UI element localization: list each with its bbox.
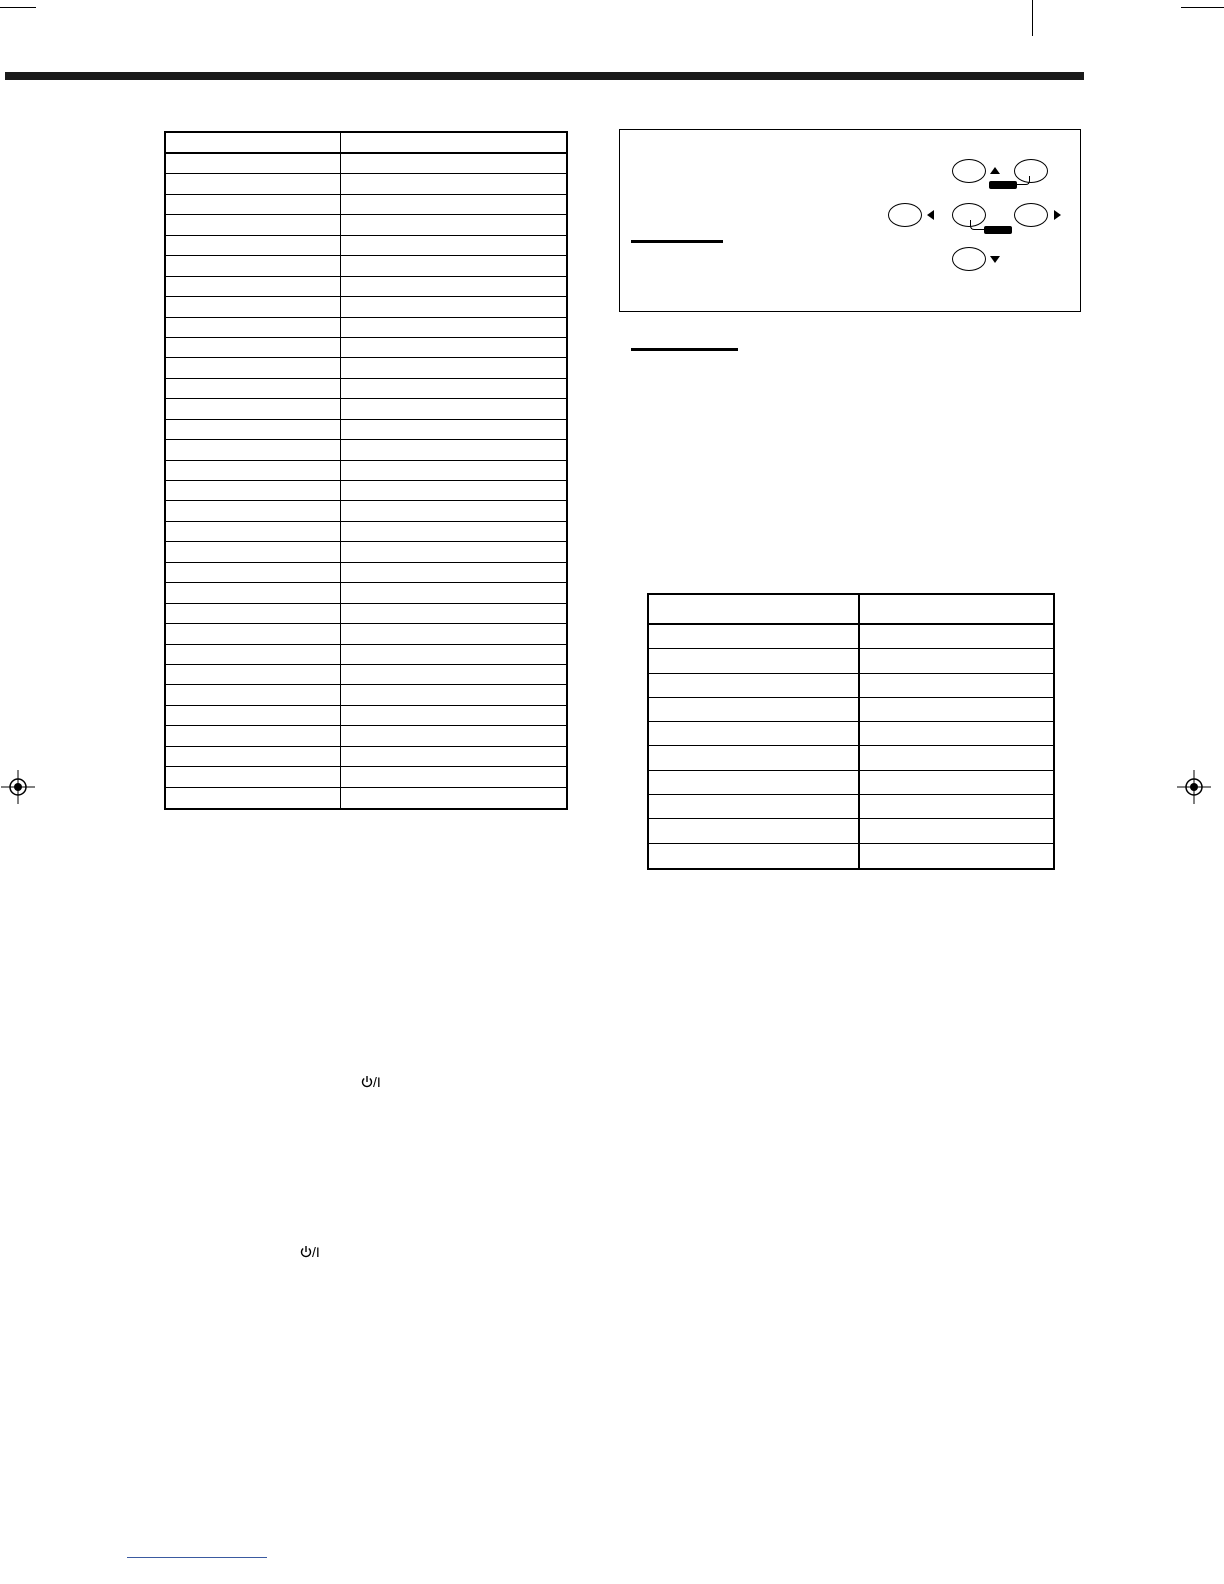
table-row — [649, 795, 1053, 819]
table-row — [166, 522, 566, 542]
table-cell — [341, 297, 566, 316]
arrow-down-icon — [990, 256, 1000, 263]
registration-mark-left-icon — [1, 770, 35, 804]
table-cell — [649, 674, 860, 697]
table-cell — [341, 338, 566, 357]
table-cell — [166, 583, 341, 602]
table-cell — [341, 236, 566, 255]
table-cell — [166, 297, 341, 316]
table-cell — [341, 461, 566, 480]
table-row — [166, 215, 566, 235]
table-cell — [166, 440, 341, 459]
table-cell — [341, 481, 566, 500]
table-cell — [649, 649, 860, 672]
table-cell — [166, 318, 341, 337]
table-cell — [166, 133, 341, 152]
power-symbol-label: /I — [373, 1074, 381, 1090]
table-row — [649, 649, 1053, 673]
table-cell — [341, 501, 566, 520]
table-cell — [166, 563, 341, 582]
table-row — [166, 174, 566, 194]
table-cell — [649, 698, 860, 721]
table-cell — [341, 645, 566, 664]
table-row — [166, 236, 566, 256]
table-cell — [166, 256, 341, 275]
table-row — [166, 318, 566, 338]
table-row — [166, 542, 566, 562]
section-heading-rule — [631, 348, 738, 351]
table-cell — [860, 625, 1053, 648]
table-cell — [860, 698, 1053, 721]
table-cell — [341, 358, 566, 377]
remote-button-left — [888, 203, 922, 227]
table-cell — [860, 795, 1053, 818]
right-table — [647, 593, 1055, 870]
table-row — [649, 771, 1053, 795]
table-cell — [341, 154, 566, 173]
table-cell — [341, 604, 566, 623]
table-cell — [341, 399, 566, 418]
table-cell — [166, 358, 341, 377]
remote-button-panel — [619, 129, 1081, 312]
table-cell — [166, 604, 341, 623]
table-row — [166, 665, 566, 685]
table-row — [166, 195, 566, 215]
table-row — [649, 844, 1053, 868]
crop-mark-top-right-h — [1181, 7, 1224, 8]
table-cell — [166, 788, 341, 808]
table-cell — [341, 583, 566, 602]
arrow-left-icon — [927, 210, 934, 220]
table-row — [166, 726, 566, 746]
table-cell — [166, 461, 341, 480]
table-cell — [860, 649, 1053, 672]
table-row — [166, 154, 566, 174]
table-cell — [166, 236, 341, 255]
table-cell — [166, 215, 341, 234]
table-row — [166, 788, 566, 808]
table-row — [166, 501, 566, 521]
table-cell — [166, 277, 341, 296]
table-cell — [166, 645, 341, 664]
table-cell — [166, 481, 341, 500]
table-cell — [341, 174, 566, 193]
table-cell — [341, 747, 566, 766]
table-cell — [341, 195, 566, 214]
table-row — [166, 277, 566, 297]
table-cell — [341, 726, 566, 745]
table-cell — [341, 256, 566, 275]
table-row — [649, 746, 1053, 770]
table-cell — [860, 674, 1053, 697]
table-cell — [166, 379, 341, 398]
table-cell — [860, 746, 1053, 769]
table-cell — [166, 726, 341, 745]
table-row — [166, 461, 566, 481]
table-cell — [860, 819, 1053, 842]
power-symbol-label: /I — [312, 1244, 320, 1260]
table-header-row — [166, 133, 566, 154]
table-row — [649, 819, 1053, 843]
table-cell — [166, 522, 341, 541]
remote-button-top-left — [952, 159, 986, 183]
table-cell — [166, 767, 341, 786]
table-row — [166, 604, 566, 624]
table-cell — [341, 318, 566, 337]
remote-button-bottom — [952, 247, 986, 271]
table-cell — [166, 665, 341, 684]
table-cell — [341, 522, 566, 541]
table-row — [166, 583, 566, 603]
registration-mark-right-icon — [1177, 770, 1211, 804]
table-cell — [341, 379, 566, 398]
table-cell — [166, 706, 341, 725]
table-cell — [166, 542, 341, 561]
arrow-right-icon — [1054, 210, 1061, 220]
table-cell — [166, 501, 341, 520]
table-cell — [166, 154, 341, 173]
table-cell — [649, 819, 860, 842]
table-cell — [166, 685, 341, 704]
bracket-line-top — [1016, 176, 1030, 185]
power-icon — [300, 1245, 312, 1259]
table-cell — [341, 563, 566, 582]
table-cell — [860, 844, 1053, 868]
table-row — [166, 379, 566, 399]
table-cell — [860, 722, 1053, 745]
table-cell — [341, 685, 566, 704]
table-cell — [341, 215, 566, 234]
arrow-up-icon — [990, 167, 1000, 174]
table-row — [166, 358, 566, 378]
table-cell — [166, 420, 341, 439]
crop-mark-top-left-h — [0, 7, 36, 8]
crop-mark-top-left-v — [1032, 0, 1033, 36]
table-row — [166, 420, 566, 440]
table-cell — [649, 795, 860, 818]
left-table — [164, 131, 568, 810]
power-icon — [361, 1075, 373, 1089]
table-cell — [341, 788, 566, 808]
table-cell — [341, 420, 566, 439]
table-row — [166, 338, 566, 358]
table-cell — [166, 747, 341, 766]
table-row — [649, 674, 1053, 698]
table-row — [166, 767, 566, 787]
table-cell — [166, 399, 341, 418]
table-cell — [341, 277, 566, 296]
table-cell — [341, 665, 566, 684]
table-row — [649, 625, 1053, 649]
table-row — [166, 706, 566, 726]
table-cell — [341, 440, 566, 459]
power-standby-symbol — [361, 1074, 381, 1090]
footer-link-underline — [127, 1557, 267, 1558]
table-cell — [341, 706, 566, 725]
table-cell — [341, 133, 566, 152]
table-cell — [166, 195, 341, 214]
table-header-row — [649, 595, 1053, 625]
table-row — [166, 481, 566, 501]
table-row — [166, 685, 566, 705]
header-rule — [5, 72, 1084, 80]
table-row — [166, 256, 566, 276]
table-row — [166, 440, 566, 460]
table-row — [166, 645, 566, 665]
table-row — [166, 297, 566, 317]
table-cell — [341, 624, 566, 643]
remote-button-right — [1014, 203, 1048, 227]
table-cell — [166, 338, 341, 357]
table-cell — [166, 624, 341, 643]
table-row — [649, 698, 1053, 722]
table-cell — [649, 595, 860, 623]
table-cell — [860, 771, 1053, 794]
table-cell — [649, 771, 860, 794]
table-cell — [649, 625, 860, 648]
table-cell — [649, 722, 860, 745]
table-row — [166, 563, 566, 583]
table-cell — [341, 767, 566, 786]
table-cell — [649, 746, 860, 769]
table-cell — [649, 844, 860, 868]
power-standby-symbol — [300, 1244, 320, 1260]
table-row — [166, 399, 566, 419]
table-row — [166, 747, 566, 767]
table-cell — [860, 595, 1053, 623]
shift-label-bar-top — [989, 181, 1017, 189]
table-row — [649, 722, 1053, 746]
table-cell — [166, 174, 341, 193]
table-row — [166, 624, 566, 644]
panel-heading-rule — [631, 240, 723, 243]
table-cell — [341, 542, 566, 561]
shift-label-bar-middle — [984, 226, 1012, 234]
